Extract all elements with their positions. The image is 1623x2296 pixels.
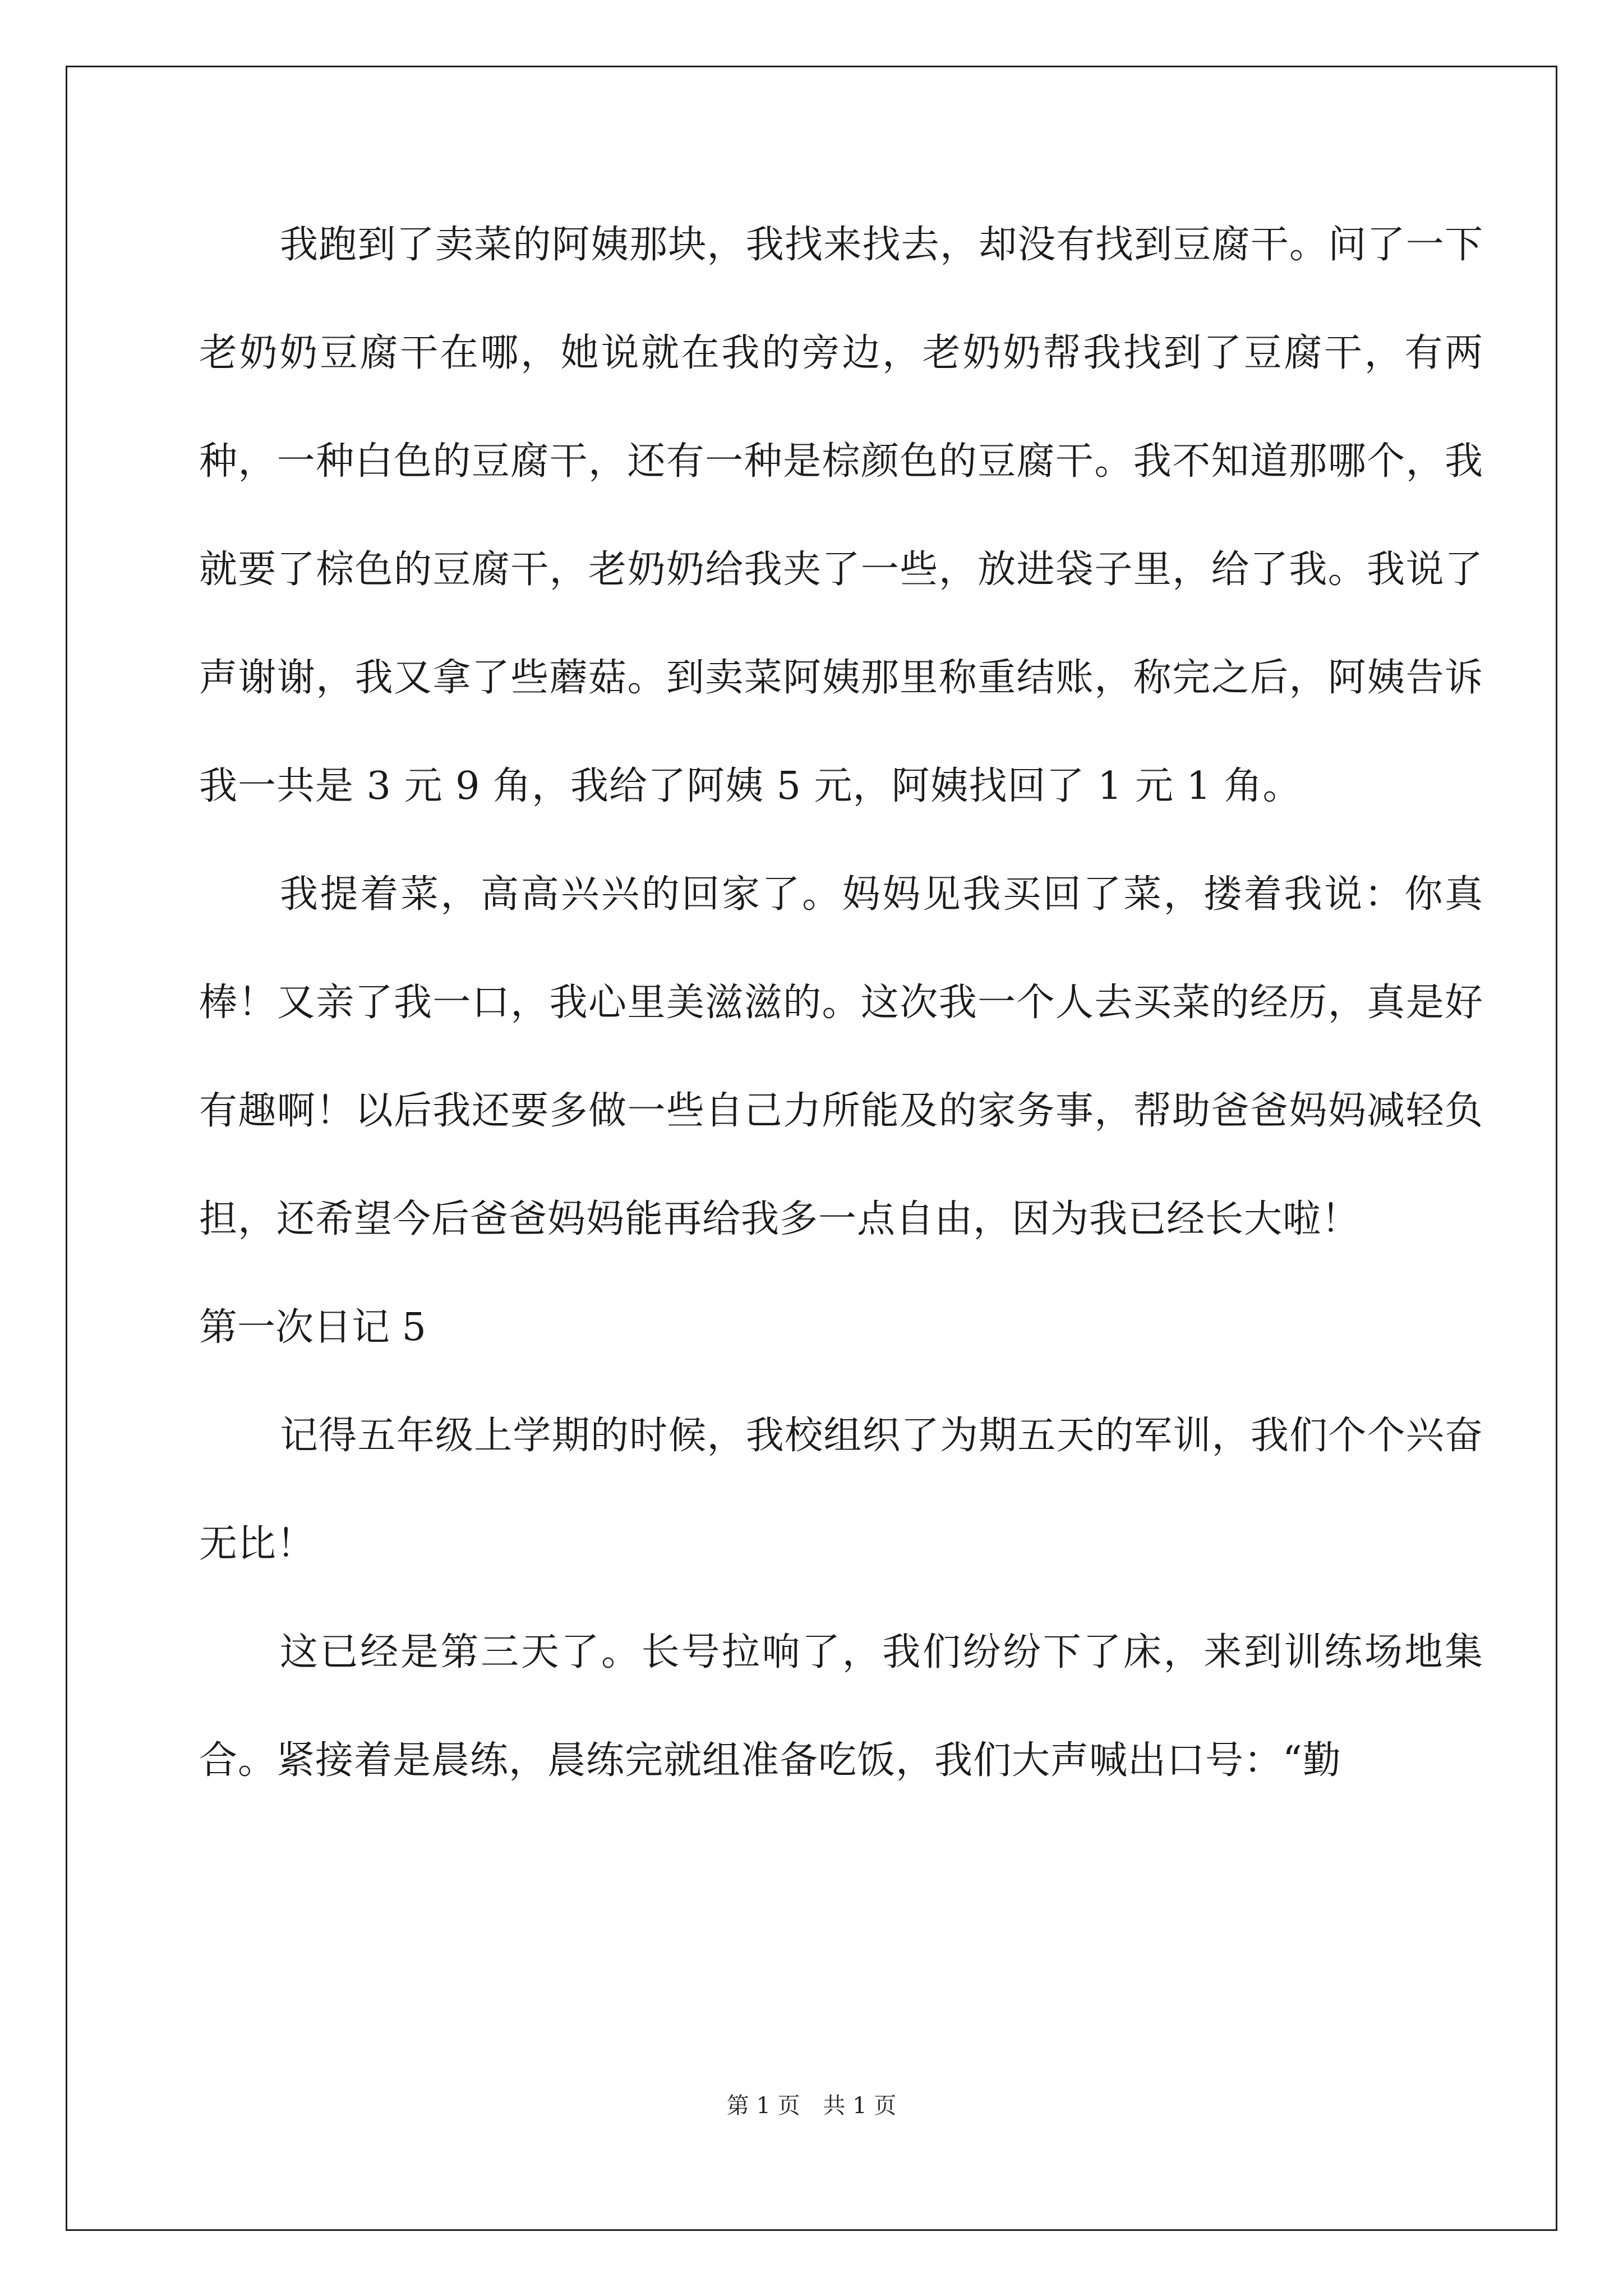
- page-total: 共 1 页: [823, 2093, 897, 2119]
- document-body: [199, 191, 1483, 1815]
- page-number: 第 1 页: [726, 2093, 800, 2119]
- paragraph-shopping: 我跑到了卖菜的阿姨那块，我找来找去，却没有找到豆腐干。问了一下老奶奶豆腐干在哪，她说就在我的旁边，老奶奶帮我找到了豆腐干，有两种，一种白色的豆腐干，还有一种是棕颜色的豆腐干。我不知道那哪个，我就要了棕色的豆腐干，老奶奶给我夹了一些，放进袋子里，给了我。我说了声谢谢，我又拿了些蘑菇。到卖菜阿姨那里称重结账，称完之后，阿姨告诉我一共是 3 元 9 角，我给了阿姨 5 元，阿姨找回了 1 元 1 角。: [199, 223, 1483, 808]
- page-footer: [0, 2088, 1623, 2120]
- paragraph-third-day: 这已经是第三天了。长号拉响了，我们纷纷下了床，来到训练场地集合。紧接着是晨练，晨练完就组准备吃饭，我们大声喊出口号：“勤: [199, 1630, 1483, 1783]
- paragraph-going-home: 我提着菜，高高兴兴的回家了。妈妈见我买回了菜，搂着我说：你真棒！又亲了我一口，我心里美滋滋的。这次我一个人去买菜的经历，真是好有趣啊！以后我还要多做一些自己力所能及的家务事，帮助爸爸妈妈减轻负担，还希望今后爸爸妈妈能再给我多一点自由，因为我已经长大啦！: [199, 872, 1483, 1241]
- section-title: 第一次日记 5: [199, 1305, 426, 1350]
- paragraph-military-training: 记得五年级上学期的时候，我校组织了为期五天的军训，我们个个兴奋无比！: [199, 1414, 1483, 1566]
